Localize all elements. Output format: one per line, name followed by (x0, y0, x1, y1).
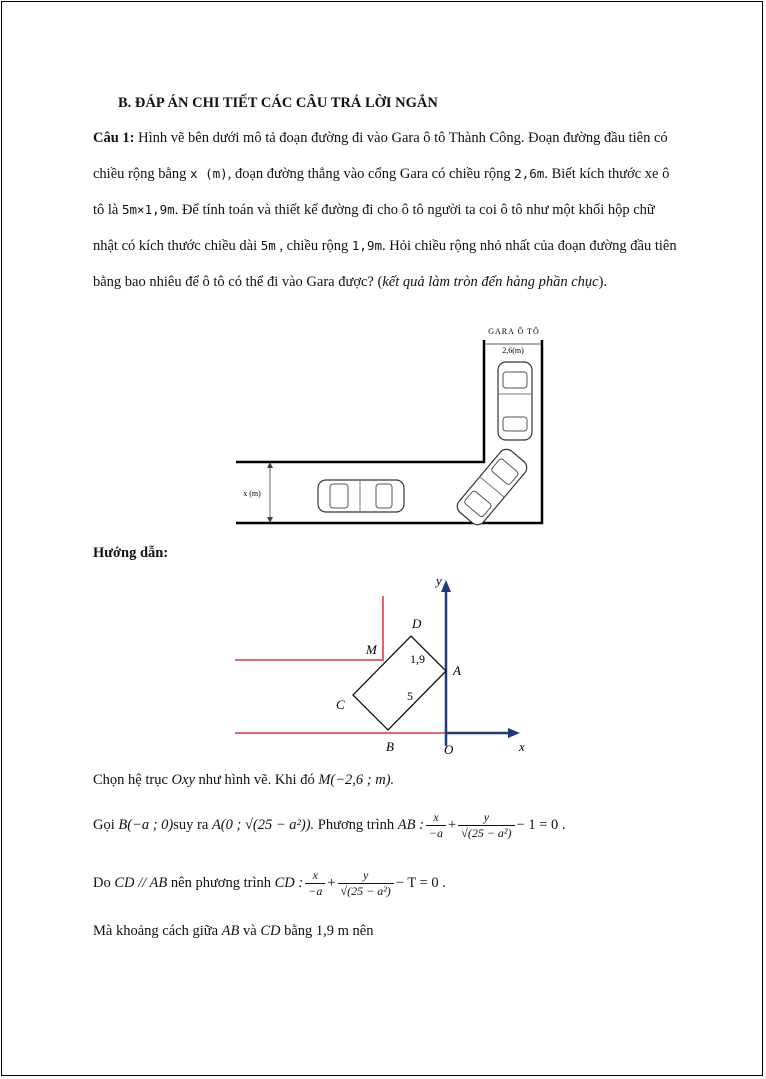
frac-den-neg-a: −a (426, 825, 446, 841)
question-text-2: , đoạn đường thẳng vào cổng Gara có chiều rộng (227, 166, 515, 182)
math-width: 2,6m (514, 166, 545, 181)
frac-num-x: x (433, 810, 439, 824)
question-text-5: , chiều rộng (275, 238, 352, 254)
road-upper-wall (236, 340, 484, 462)
l1-point-m: M(−2,6 ; m). (318, 772, 395, 788)
l1-text-c: như hình vẽ. Khi đó (194, 772, 319, 788)
question-text-3: . Biết kích thước xe ô tô là (93, 166, 670, 218)
coordinate-diagram (230, 574, 538, 760)
frac2-num-x: x (312, 868, 318, 882)
math-width2: 1,9m (351, 238, 383, 253)
x-axis-arrow (508, 728, 520, 738)
frac2-den-root: √(25 − a²) (338, 883, 394, 899)
side-long-label: 5 (407, 689, 413, 703)
car-icon-garage (498, 362, 532, 440)
l4-ab: AB (221, 923, 240, 939)
road-upper-line (235, 596, 383, 660)
fraction-x-over-neg-a (426, 810, 446, 841)
fraction-y-over-root (458, 810, 514, 841)
side-short-label: 1,9 (410, 652, 425, 666)
question-text-4: . Để tính toán và thiết kế đường đi cho ô tô người ta coi ô tô như một khối hộp chữ nhật có kích thước chiều dài (93, 202, 655, 254)
frac-den-root: √(25 − a²) (458, 825, 514, 841)
l3-cd-label: CD : (274, 874, 304, 891)
math-length: 5m (260, 238, 276, 253)
x-label-axis: x (519, 739, 525, 754)
l3-text-a: Do (93, 874, 115, 891)
width-label: 2,6(m) (502, 346, 524, 355)
fraction-y-over-root-2 (338, 868, 394, 899)
l2-text-a: Gọi (93, 816, 119, 833)
frac-num-y: y (483, 810, 490, 824)
l2-tail: − 1 = 0 . (516, 816, 566, 833)
car-icon-turning (454, 446, 530, 528)
guide-label: Hướng dẫn: (93, 545, 169, 561)
solution-line-1 (93, 772, 394, 789)
l2-ab-label: AB : (397, 816, 424, 833)
question-paragraph (93, 120, 683, 300)
garage-figure (230, 322, 560, 530)
point-m-label: M (366, 642, 377, 657)
math-x: x (m) (190, 166, 228, 181)
point-a-label: A (453, 663, 461, 678)
l4-text-e: bằng 1,9 m nên (280, 923, 374, 939)
solution-line-4 (93, 923, 374, 940)
l2-text-e: Phương trình (314, 816, 398, 833)
y-label: y (436, 574, 442, 588)
l4-text-a: Mà khoảng cách giữa (93, 923, 222, 939)
gara-label: GARA Ô TÔ (488, 327, 540, 336)
l4-cd: CD (260, 923, 281, 939)
section-title: B. ĐÁP ÁN CHI TIẾT CÁC CÂU TRẢ LỜI NGẮN (118, 95, 438, 111)
l3-parallel: CD // AB (114, 874, 168, 891)
l2-point-b: B(−a ; 0) (118, 816, 174, 833)
point-c-label: C (336, 697, 345, 712)
solution-line-2: Gọi B(−a ; 0)suy ra A(0 ; √(25 − a²)). Phương trình AB : $\frac{x}{-a}$ + $\frac{y}{\text{√(25 − a²)}}$ − 1 = 0 . (93, 810, 566, 840)
fraction-x-over-neg-a-2 (305, 868, 325, 899)
y-axis-arrow (441, 580, 451, 592)
origin-label: O (444, 742, 454, 757)
l1-oxy: Oxy (171, 772, 195, 788)
l2-text-c: suy ra (173, 816, 212, 833)
solution-line-3: Do CD // AB nên phương trình CD : $\frac{x}{-a}$ + $\frac{y}{\text{√(25 − a²)}}$ − T = 0 . (93, 868, 446, 898)
question-label: Câu 1: (93, 130, 135, 146)
x-label: x (m) (243, 489, 261, 498)
l1-text-a: Chọn hệ trục (93, 772, 172, 788)
question-text-1: Hình vẽ bên dưới mô tả đoạn đường đi vào Gara ô tô Thành Công. Đoạn đường đầu tiên có chiều rộng bằng (93, 130, 668, 182)
l2-point-a: A(0 ; √(25 − a²)). (211, 816, 315, 833)
car-icon-road (318, 480, 404, 512)
frac2-num-y: y (363, 868, 369, 882)
l3-text-c: nên phương trình (167, 874, 275, 891)
frac2-den-neg-a: −a (305, 883, 325, 899)
question-italic: kết quả làm tròn đến hàng phần chục (382, 274, 599, 290)
point-b-label: B (386, 739, 394, 754)
l4-text-c: và (239, 923, 261, 939)
question-text-6: . Hỏi chiều rộng nhỏ nhất của đoạn đường đầu tiên bằng bao nhiêu để ô tô có thể đi vào Gara được? ( (93, 238, 677, 290)
l3-tail: − T = 0 . (395, 874, 446, 891)
point-d-label: D (412, 616, 422, 631)
math-size: 5m×1,9m (122, 202, 175, 217)
question-text-7: ). (598, 274, 608, 290)
